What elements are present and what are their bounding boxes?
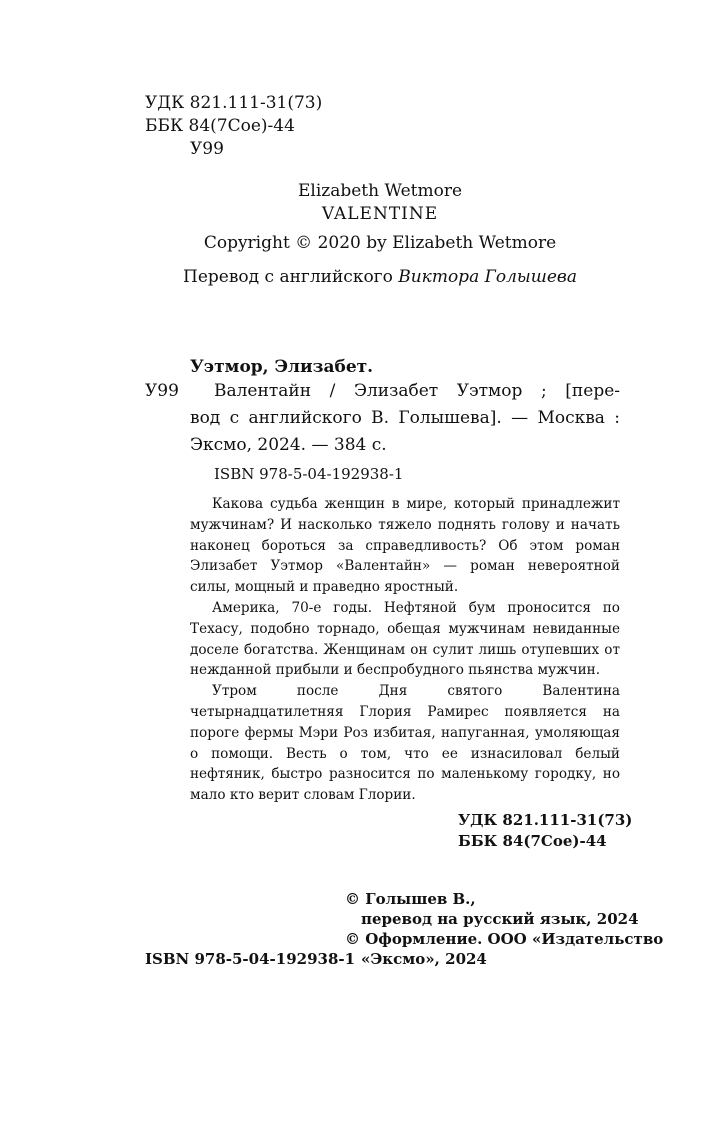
- catalog-line-2: вод с английского В. Голышева]. — Москва :: [190, 408, 620, 428]
- catalog-isbn: ISBN 978-5-04-192938-1: [214, 465, 404, 483]
- original-title: VALENTINE: [321, 204, 439, 224]
- translation-prefix: Перевод с английского: [183, 267, 393, 287]
- copyright-line: Copyright © 2020 by Elizabeth Wetmore: [203, 233, 557, 253]
- copyright-publisher: «Эксмо», 2024: [361, 950, 487, 968]
- copyright-design: © Оформление. ООО «Издательство: [345, 930, 664, 948]
- catalog-line-1: Валентайн / Элизабет Уэтмор ; [пере-: [214, 381, 620, 401]
- copyright-translation: перевод на русский язык, 2024: [361, 910, 639, 928]
- catalog-author-mark: У99: [145, 381, 179, 401]
- udk-code-bold: УДК 821.111-31(73): [458, 811, 633, 829]
- annotation-paragraph: Америка, 70-е годы. Нефтяной бум проносится по Техасу, подобно торнадо, обещая мужчинам невиданные доселе богатства. Женщинам он сулит лишь отупевших от нежданной прибыли и беспробудного пьянства мужчин.: [190, 599, 620, 679]
- annotation-paragraph: Утром после Дня святого Валентина четырнадцатилетняя Глория Рамирес появляется на пороге фермы Мэри Роз избитая, напуганная, умоляющая о помощи. Весть о том, что ее изнасиловал белый нефтяник, быстро разносится по маленькому городку, но мало кто верит словам Глории.: [190, 683, 620, 804]
- translation-line: [0, 267, 709, 287]
- catalog-line-3: Эксмо, 2024. — 384 с.: [190, 435, 387, 455]
- original-author: Elizabeth Wetmore: [297, 181, 463, 201]
- copyright-translator: © Голышев В.,: [345, 890, 476, 908]
- translator-name: Виктора Голышева: [398, 267, 577, 287]
- bbk-code: ББК 84(7Сое)-44: [145, 116, 295, 136]
- bbk-code-bold: ББК 84(7Сое)-44: [458, 832, 607, 850]
- udk-code: УДК 821.111-31(73): [145, 93, 323, 113]
- annotation: [190, 494, 620, 806]
- annotation-paragraph: Какова судьба женщин в мире, который принадлежит мужчинам? И насколько тяжело поднять голову и начать наконец бороться за справедливость? Об этом роман Элизабет Уэтмор «Валентайн» — роман невероятной силы, мощный и праведно яростный.: [190, 496, 620, 596]
- catalog-heading: Уэтмор, Элизабет.: [190, 357, 374, 377]
- author-mark: У99: [190, 139, 224, 159]
- footer-isbn: ISBN 978-5-04-192938-1: [145, 950, 356, 968]
